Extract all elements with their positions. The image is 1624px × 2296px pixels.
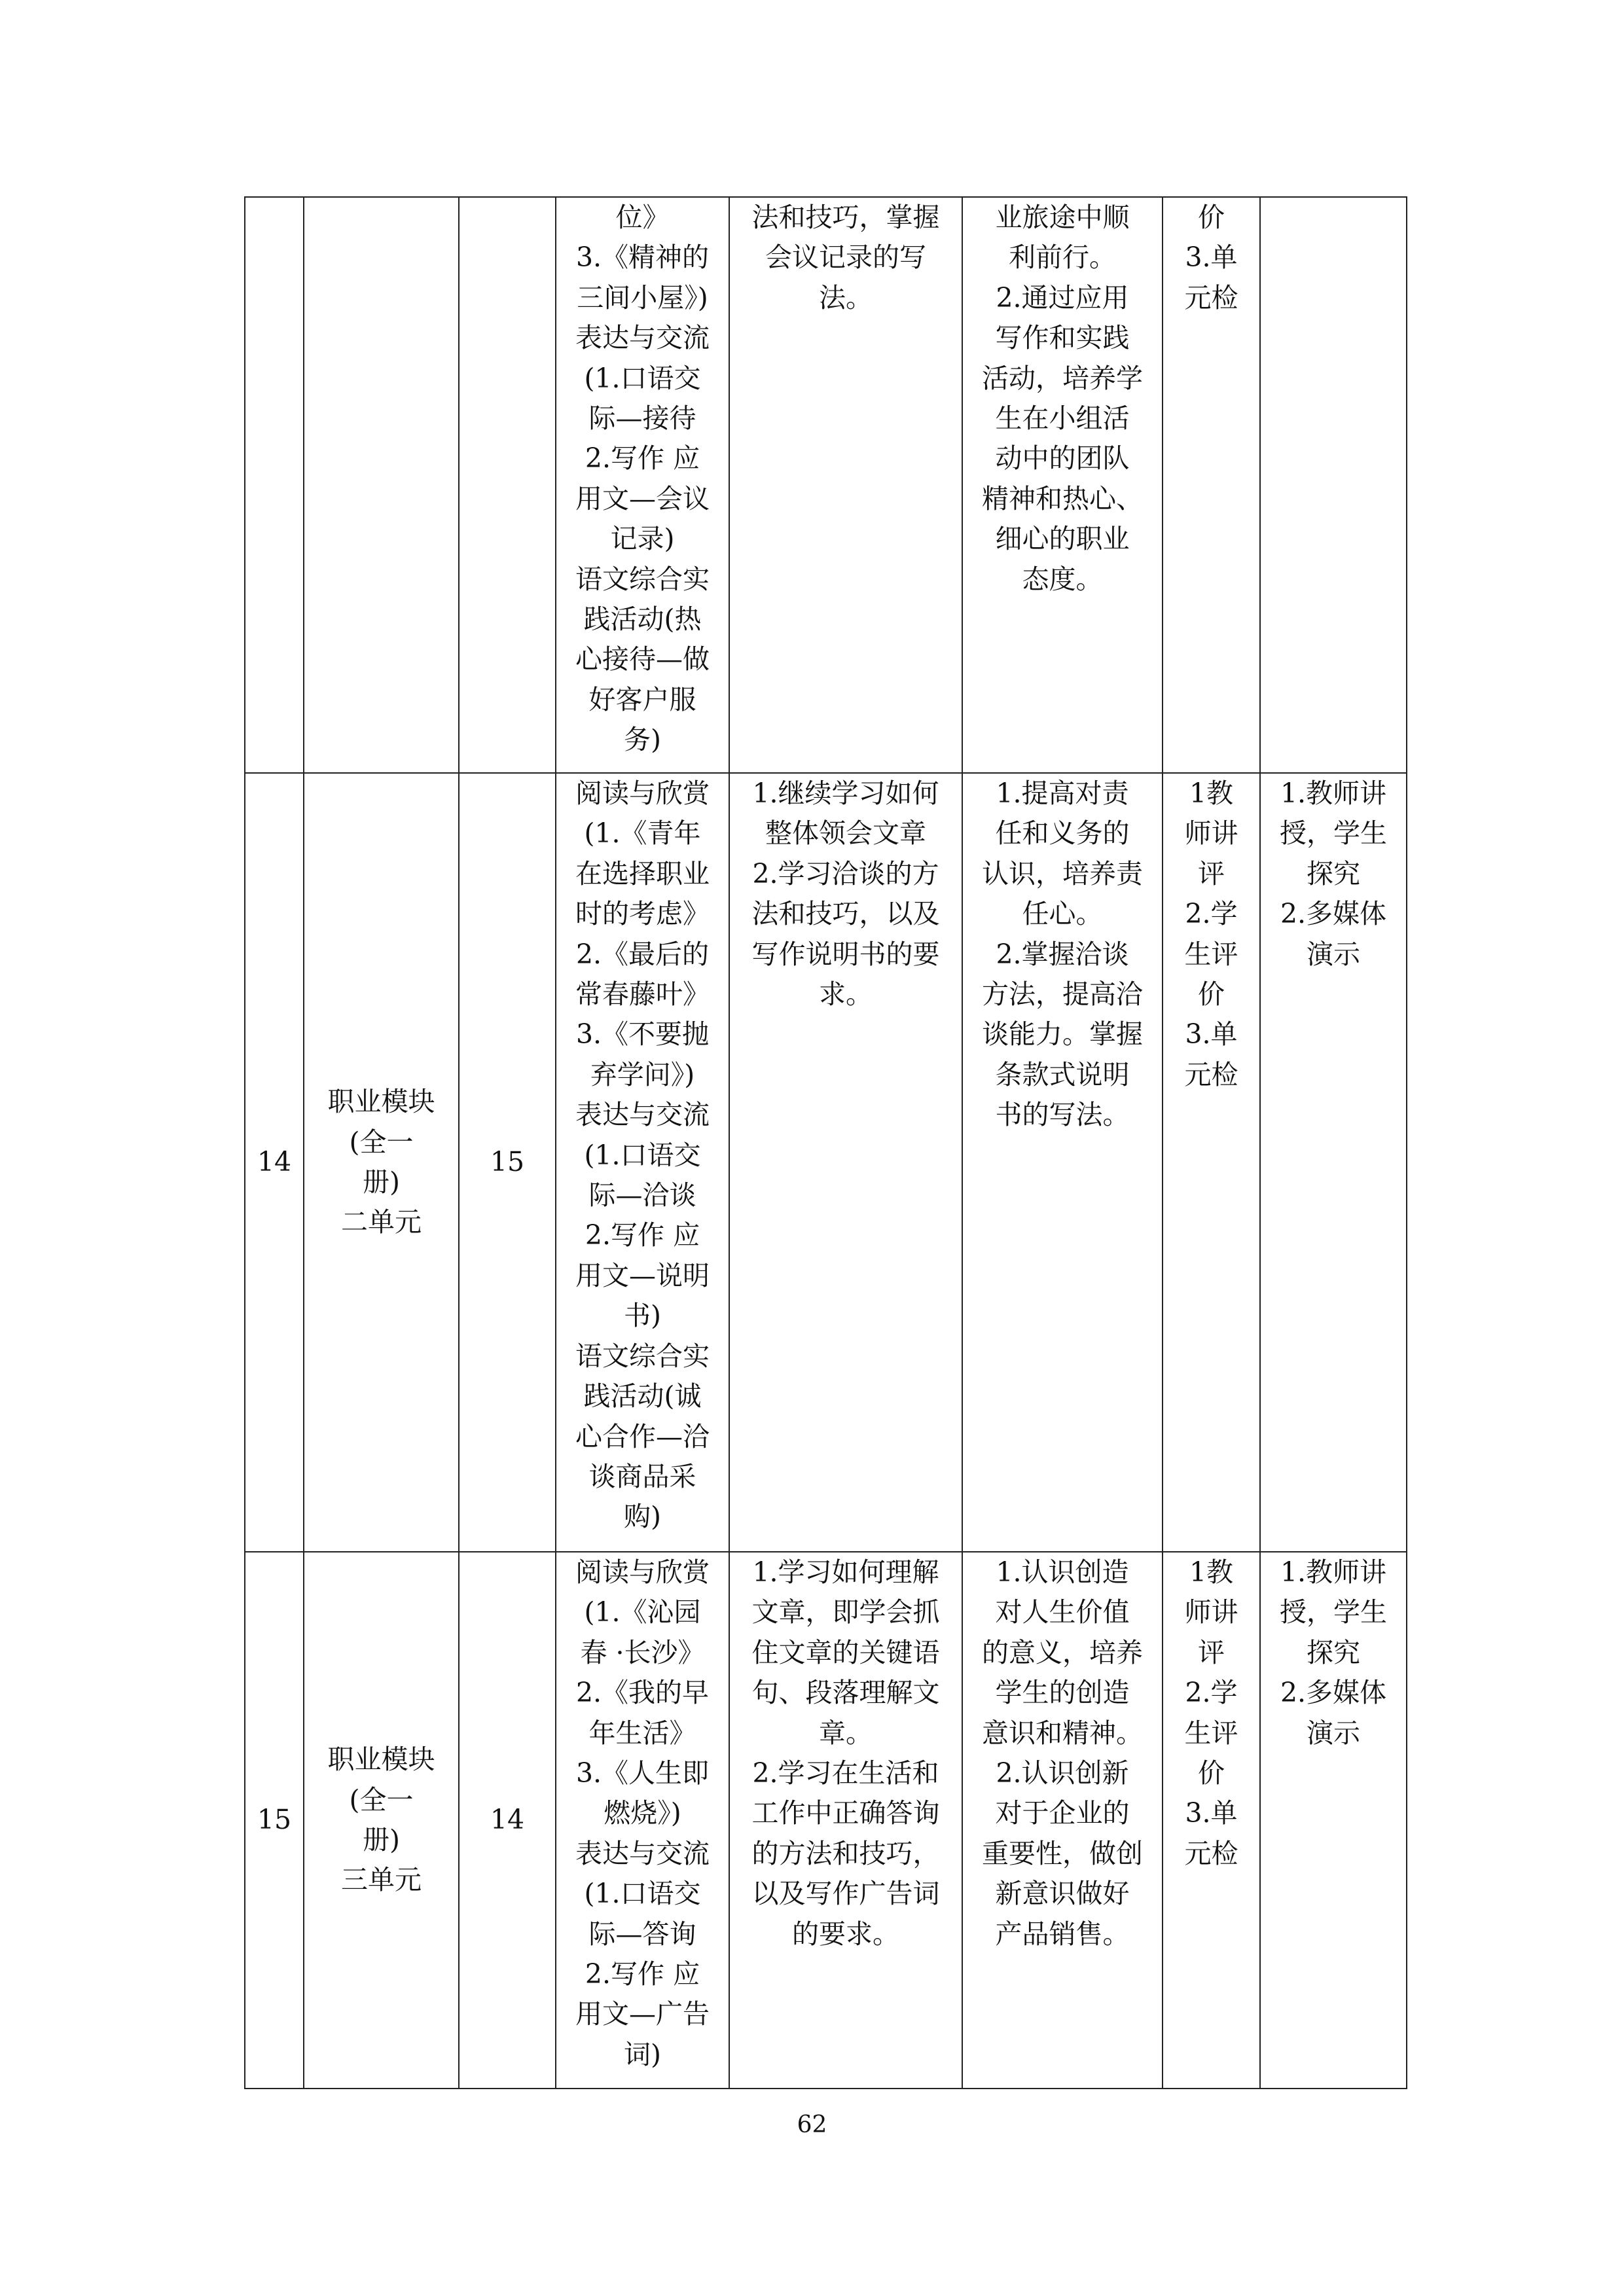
- cell-text-line: 3.单: [1185, 1018, 1238, 1050]
- cell-text-line: 生在小组活: [995, 403, 1130, 435]
- cell-text-line: 2.写作 应: [585, 1219, 700, 1251]
- cell-text-line: 际—答询: [588, 1918, 696, 1950]
- cell-text-line: 册): [363, 1166, 400, 1198]
- cell-hours: 15: [459, 773, 556, 1552]
- cell-knowledge: [729, 1552, 962, 2089]
- cell-text-line: (全一: [349, 1784, 414, 1816]
- cell-text-line: 1教: [1189, 778, 1234, 809]
- cell-text-line: (1.口语交: [584, 1878, 701, 1910]
- cell-evaluation: [1163, 197, 1260, 773]
- cell-text-line: 书的写法。: [995, 1099, 1130, 1131]
- cell-text-line: 产品销售。: [995, 1918, 1130, 1950]
- cell-text-line: 2.多媒体: [1280, 1677, 1387, 1709]
- cell-text-line: 细心的职业: [995, 523, 1130, 555]
- cell-content: [556, 197, 729, 773]
- cell-text-line: 价: [1198, 1757, 1225, 1789]
- cell-text-line: 师讲: [1184, 817, 1238, 850]
- cell-text-line: 常春藤叶》: [575, 978, 710, 1011]
- cell-text-line: 际—洽谈: [588, 1179, 696, 1211]
- cell-text-line: 册): [363, 1824, 400, 1856]
- cell-text-line: 新意识做好: [995, 1878, 1130, 1910]
- cell-text-line: 学生的创造: [995, 1677, 1130, 1709]
- cell-text-line: 评: [1198, 857, 1225, 889]
- cell-text-line: 2.《最后的: [575, 938, 710, 970]
- cell-text-line: 元检: [1184, 281, 1238, 314]
- cell-text-line: 求。: [819, 978, 873, 1011]
- cell-text-line: 生评: [1184, 1717, 1238, 1749]
- cell-knowledge: [729, 773, 962, 1552]
- cell-text-line: 二单元: [341, 1206, 422, 1238]
- cell-evaluation: [1163, 1552, 1260, 2089]
- cell-text-line: 住文章的关键语: [751, 1636, 940, 1668]
- cell-hours: 14: [459, 1552, 556, 2089]
- cell-text-line: 任心。: [1022, 898, 1103, 930]
- cell-methods: [1260, 773, 1407, 1552]
- cell-text-line: 文章，即学会抓: [751, 1596, 940, 1628]
- cell-text-line: 燃烧》): [604, 1797, 681, 1829]
- cell-text-line: 会议记录的写: [765, 242, 926, 274]
- cell-text-line: 句、段落理解文: [751, 1677, 940, 1709]
- cell-text-line: 探究: [1307, 1636, 1360, 1668]
- cell-module: [304, 197, 459, 773]
- cell-text-line: 利前行。: [1009, 242, 1116, 274]
- cell-text-line: 价: [1198, 202, 1225, 233]
- cell-text-line: 演示: [1307, 938, 1360, 970]
- cell-text-line: 谈商品采: [588, 1460, 696, 1492]
- cell-text-line: 阅读与欣赏: [575, 1556, 710, 1588]
- cell-text-line: 1.教师讲: [1280, 778, 1387, 809]
- table-body: [245, 197, 1407, 2089]
- cell-text-line: 业旅途中顺: [995, 202, 1130, 233]
- cell-content: [556, 773, 729, 1552]
- cell-text-line: 评: [1198, 1636, 1225, 1668]
- cell-text-line: 表达与交流: [575, 1099, 710, 1131]
- cell-text-line: 师讲: [1184, 1596, 1238, 1628]
- cell-text-line: 3.单: [1185, 1797, 1238, 1829]
- cell-text-line: 以及写作广告词: [751, 1878, 940, 1910]
- cell-module: [304, 773, 459, 1552]
- cell-text-line: 写作和实践: [995, 322, 1130, 354]
- cell-text-line: 弃学问》): [590, 1058, 695, 1090]
- cell-goals: [962, 773, 1163, 1552]
- cell-text-line: 章。: [819, 1717, 873, 1749]
- cell-text-line: 对于企业的: [995, 1797, 1130, 1829]
- cell-text-line: 条款式说明: [995, 1058, 1130, 1090]
- cell-text-line: 2.写作 应: [585, 442, 700, 475]
- cell-text-line: 词): [624, 2038, 661, 2070]
- cell-module: [304, 1552, 459, 2089]
- cell-text-line: 任和义务的: [995, 817, 1130, 850]
- cell-text-line: 好客户服: [588, 683, 696, 715]
- cell-text-line: 认识，培养责: [982, 857, 1143, 889]
- cell-text-line: 购): [624, 1501, 661, 1533]
- cell-text-line: 职业模块: [327, 1086, 435, 1118]
- cell-text-line: 授，学生: [1280, 817, 1387, 850]
- cell-text-line: 2.通过应用: [996, 281, 1129, 314]
- cell-text-line: 意识和精神。: [982, 1717, 1143, 1749]
- cell-text-line: 年生活》: [588, 1717, 696, 1749]
- cell-text-line: 生评: [1184, 938, 1238, 970]
- cell-text-line: 1教: [1189, 1556, 1234, 1588]
- cell-text-line: 方法，提高洽: [982, 978, 1143, 1011]
- cell-text-line: 演示: [1307, 1717, 1360, 1749]
- cell-text-line: 语文综合实: [575, 1340, 710, 1372]
- cell-text-line: 1.认识创造: [996, 1556, 1129, 1588]
- cell-text-line: 探究: [1307, 857, 1360, 889]
- cell-text-line: 三单元: [341, 1864, 422, 1896]
- cell-text-line: 表达与交流: [575, 1837, 710, 1869]
- cell-text-line: 对人生价值: [995, 1596, 1130, 1628]
- cell-text-line: 2.学习洽谈的方: [752, 857, 939, 889]
- cell-text-line: 重要性，做创: [982, 1837, 1143, 1869]
- cell-text-line: 的要求。: [792, 1918, 899, 1950]
- cell-text-line: 谈能力。掌握: [982, 1018, 1143, 1050]
- table-row: [245, 1552, 1407, 2089]
- cell-text-line: 元检: [1184, 1837, 1238, 1869]
- cell-text-line: 心合作—洽: [575, 1420, 710, 1452]
- cell-goals: [962, 197, 1163, 773]
- cell-text-line: 用文—说明: [575, 1259, 710, 1291]
- cell-text-line: 践活动(热: [583, 603, 702, 636]
- cell-content: [556, 1552, 729, 2089]
- cell-text-line: 记录): [610, 523, 675, 555]
- cell-text-line: (全一: [349, 1126, 414, 1158]
- cell-text-line: 3.《精神的: [575, 242, 710, 274]
- cell-evaluation: [1163, 773, 1260, 1552]
- cell-text-line: 践活动(诚: [583, 1380, 702, 1412]
- cell-text-line: 的意义，培养: [982, 1636, 1143, 1668]
- cell-text-line: 态度。: [1022, 563, 1103, 595]
- cell-text-line: 动中的团队: [995, 442, 1130, 475]
- cell-text-line: (1.口语交: [584, 362, 701, 394]
- cell-text-line: 用文—广告: [575, 1998, 710, 2030]
- cell-text-line: 3.《人生即: [575, 1757, 710, 1789]
- cell-text-line: 书): [624, 1300, 661, 1332]
- table-row: [245, 197, 1407, 773]
- cell-text-line: 1.继续学习如何: [752, 778, 939, 809]
- cell-text-line: 整体领会文章: [765, 817, 926, 850]
- cell-text-line: (1.口语交: [584, 1139, 701, 1171]
- cell-text-line: 职业模块: [327, 1744, 435, 1776]
- cell-text-line: 时的考虑》: [575, 898, 710, 930]
- cell-text-line: 语文综合实: [575, 563, 710, 595]
- cell-text-line: 3.单: [1185, 242, 1238, 274]
- cell-methods: [1260, 1552, 1407, 2089]
- cell-text-line: 精神和热心、: [982, 482, 1143, 514]
- cell-knowledge: [729, 197, 962, 773]
- cell-text-line: 际—接待: [588, 403, 696, 435]
- cell-text-line: 表达与交流: [575, 322, 710, 354]
- cell-text-line: 用文—会议: [575, 482, 710, 514]
- page-number: 62: [797, 2111, 827, 2138]
- cell-text-line: 2.写作 应: [585, 1958, 700, 1990]
- cell-text-line: 授，学生: [1280, 1596, 1387, 1628]
- cell-text-line: 2.掌握洽谈: [996, 938, 1129, 970]
- cell-methods: [1260, 197, 1407, 773]
- cell-text-line: 元检: [1184, 1058, 1238, 1090]
- cell-text-line: 1.提高对责: [996, 778, 1129, 809]
- cell-text-line: 法。: [819, 281, 873, 314]
- cell-text-line: 2.学习在生活和: [752, 1757, 939, 1789]
- cell-text-line: 工作中正确答询: [751, 1797, 940, 1829]
- cell-text-line: 在选择职业: [575, 857, 710, 889]
- cell-text-line: 写作说明书的要: [751, 938, 940, 970]
- cell-text-line: 活动，培养学: [982, 362, 1143, 394]
- cell-text-line: 的方法和技巧，: [751, 1837, 940, 1869]
- cell-text-line: 心接待—做: [575, 643, 710, 675]
- cell-text-line: (1.《沁园: [584, 1596, 701, 1628]
- cell-text-line: 法和技巧，掌握: [751, 202, 940, 233]
- cell-goals: [962, 1552, 1163, 2089]
- cell-text-line: 1.教师讲: [1280, 1556, 1387, 1588]
- cell-text-line: 3.《不要抛: [575, 1018, 710, 1050]
- cell-text-line: 2.认识创新: [996, 1757, 1129, 1789]
- cell-text-line: 2.多媒体: [1280, 898, 1387, 930]
- cell-number: 14: [245, 773, 304, 1552]
- cell-text-line: 2.学: [1185, 1677, 1238, 1709]
- cell-text-line: (1.《青年: [584, 817, 701, 850]
- cell-number: [245, 197, 304, 773]
- cell-hours: [459, 197, 556, 773]
- cell-text-line: 三间小屋》): [577, 281, 708, 314]
- table-row: [245, 773, 1407, 1552]
- cell-text-line: 务): [624, 724, 661, 756]
- cell-text-line: 价: [1198, 978, 1225, 1011]
- cell-text-line: 位》: [615, 202, 670, 233]
- cell-text-line: 2.《我的早: [575, 1677, 710, 1709]
- cell-text-line: 法和技巧，以及: [751, 898, 940, 930]
- cell-text-line: 阅读与欣赏: [575, 778, 710, 809]
- cell-number: 15: [245, 1552, 304, 2089]
- curriculum-table: [244, 196, 1407, 2089]
- cell-text-line: 春 ·长沙》: [580, 1636, 705, 1668]
- cell-text-line: 2.学: [1185, 898, 1238, 930]
- cell-text-line: 1.学习如何理解: [752, 1556, 939, 1588]
